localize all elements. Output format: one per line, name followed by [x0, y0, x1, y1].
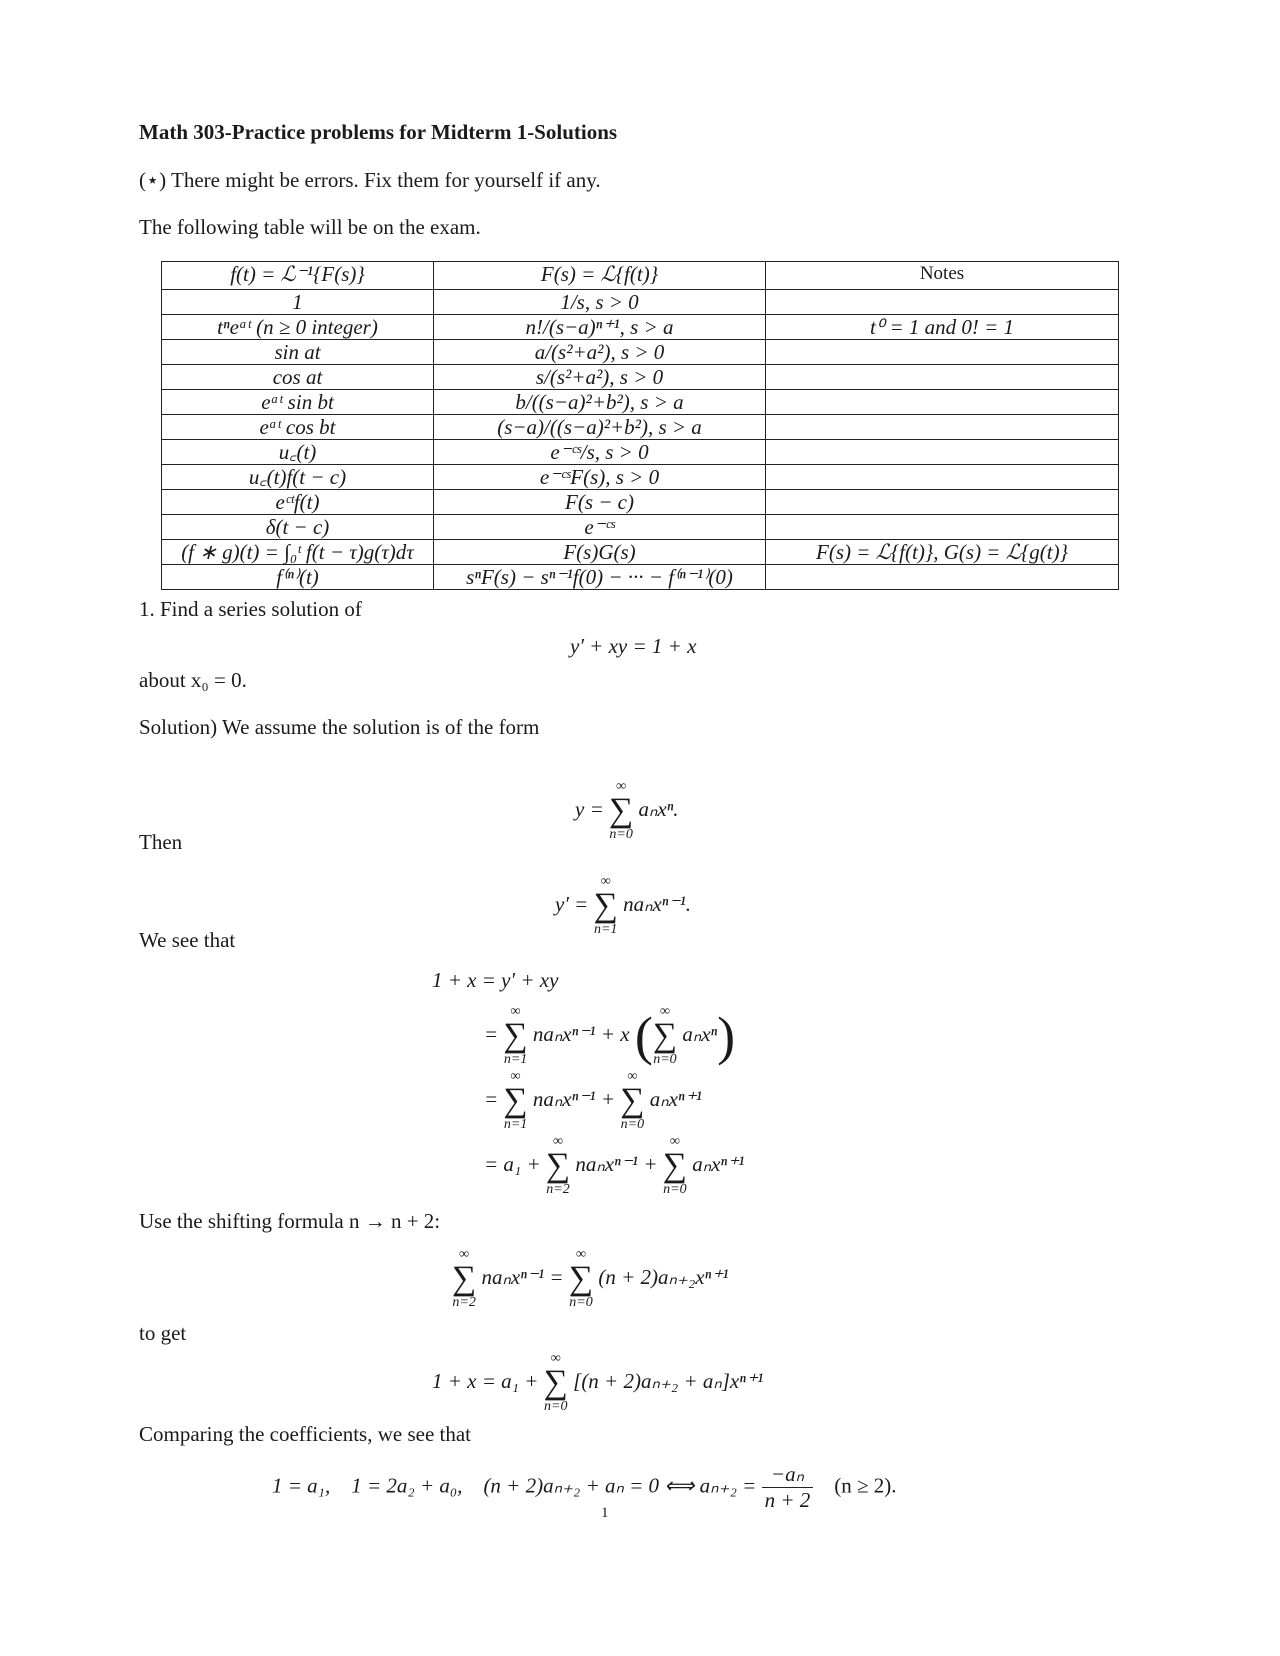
line3-term-b: aₙxⁿ⁺¹: [649, 1086, 702, 1111]
fraction-denominator: n + 2: [764, 1488, 811, 1512]
y-series: [575, 780, 679, 842]
errors-note: (⋆) There might be errors. Fix them for yourself if any.: [139, 168, 601, 192]
summation: [544, 1352, 568, 1414]
table-cell-note: t⁰ = 1 and 0! = 1: [766, 315, 1119, 340]
summation: [546, 1135, 570, 1197]
shift-equation: [452, 1248, 729, 1310]
page-title: Math 303-Practice problems for Midterm 1-Solutions: [139, 120, 618, 144]
sum-lower: n=1: [593, 922, 618, 937]
recurrence-fraction: [762, 1462, 814, 1513]
sum-lower: n=1: [503, 1052, 528, 1067]
table-header-f: f(t) = ℒ⁻¹{F(s)}: [162, 262, 434, 287]
sum-symbol: ∑: [593, 887, 618, 924]
table-cell-f: u꜀(t): [162, 440, 434, 465]
sum-symbol: ∑: [503, 1017, 528, 1054]
table-cell-F: n!/(s−a)ⁿ⁺¹, s > a: [434, 315, 766, 340]
sum-upper: ∞: [669, 1134, 680, 1149]
coef-recurrence: (n + 2)aₙ₊₂ + aₙ = 0 ⟺ aₙ₊₂ =: [483, 1473, 757, 1498]
sum-symbol: ∑: [620, 1082, 645, 1119]
sum-upper: ∞: [550, 1351, 561, 1366]
table-cell-note: [766, 340, 1119, 365]
table-cell-f: eᵃᵗ sin bt: [162, 390, 434, 415]
about-point: about x₀ = 0.: [139, 668, 247, 692]
sum-symbol: ∑: [652, 1017, 678, 1054]
sum-lower: n=0: [620, 1117, 645, 1132]
sum-lower: n=1: [503, 1117, 528, 1132]
table-cell-note: [766, 515, 1119, 540]
combined-lhs: 1 + x = a₁ +: [432, 1368, 539, 1393]
sum-upper: ∞: [627, 1069, 638, 1084]
sum-lower: n=2: [452, 1295, 476, 1310]
sum-upper: ∞: [510, 1069, 521, 1084]
table-intro: The following table will be on the exam.: [139, 215, 481, 239]
summation: [609, 780, 633, 842]
yp-lhs: y′ =: [555, 891, 589, 916]
sum-symbol: ∑: [545, 1147, 571, 1184]
table-row: [162, 390, 1119, 415]
sum-upper: ∞: [510, 1004, 521, 1019]
we-see-label: We see that: [139, 928, 236, 952]
sum-symbol: ∑: [503, 1082, 528, 1119]
table-row: [162, 315, 1119, 340]
table-row: [162, 415, 1119, 440]
sum-upper: ∞: [553, 1134, 564, 1149]
table-row: [162, 515, 1119, 540]
line2-inner: aₙxⁿ: [682, 1021, 718, 1046]
table-cell-F: s/(s²+a²), s > 0: [434, 365, 766, 390]
summation: [663, 1135, 687, 1197]
table-cell-f: 1: [162, 290, 434, 315]
table-cell-F: sⁿF(s) − sⁿ⁻¹f(0) − ··· − f⁽ⁿ⁻¹⁾(0): [434, 565, 766, 590]
table-cell-F: F(s − c): [434, 490, 766, 515]
table-cell-F: e⁻ᶜˢ: [434, 515, 766, 540]
table-row: [162, 540, 1119, 565]
summation: [653, 1005, 677, 1067]
sum-symbol: ∑: [452, 1260, 477, 1297]
table-header-F: F(s) = ℒ{f(t)}: [434, 262, 766, 287]
line4-term-c: aₙxⁿ⁺¹: [692, 1151, 745, 1176]
sum-lower: n=0: [609, 827, 633, 842]
recurrence-condition: (n ≥ 2).: [834, 1473, 897, 1498]
table-header-notes: Notes: [766, 262, 1119, 287]
combined-equation: [432, 1352, 763, 1414]
summation: [620, 1070, 644, 1132]
table-cell-f: u꜀(t)f(t − c): [162, 465, 434, 490]
line2-term: naₙxⁿ⁻¹ + x: [532, 1021, 630, 1046]
summation: [594, 875, 618, 937]
line4-term-a: = a₁ +: [484, 1151, 541, 1176]
table-row: [162, 365, 1119, 390]
sum-lower: n=0: [544, 1399, 568, 1414]
laplace-table: [161, 261, 1119, 590]
equals-sign: =: [484, 1086, 499, 1111]
derivation-line-2: [484, 1005, 735, 1067]
coefficient-relations: [272, 1462, 897, 1513]
table-cell-f: f⁽ⁿ⁾(t): [162, 565, 434, 590]
sum-upper: ∞: [575, 1247, 586, 1262]
equals-sign: =: [484, 1021, 499, 1046]
sum-upper: ∞: [600, 874, 611, 889]
sum-lower: n=0: [663, 1182, 687, 1197]
y-lhs: y =: [575, 796, 604, 821]
sum-symbol: ∑: [662, 1147, 688, 1184]
sum-lower: n=2: [546, 1182, 570, 1197]
sum-upper: ∞: [459, 1247, 470, 1262]
table-cell-note: [766, 565, 1119, 590]
summation: [452, 1248, 476, 1310]
coef-a2: 1 = 2a₂ + a₀,: [351, 1473, 463, 1498]
line3-term-a: naₙxⁿ⁻¹ +: [532, 1086, 616, 1111]
line4-term-b: naₙxⁿ⁻¹ +: [575, 1151, 658, 1176]
ode-equation: y′ + xy = 1 + x: [570, 634, 697, 658]
table-cell-f: cos at: [162, 365, 434, 390]
derivation-line-1: 1 + x = y′ + xy: [432, 968, 559, 992]
summation: [503, 1070, 527, 1132]
shift-label: Use the shifting formula n → n + 2:: [139, 1209, 441, 1233]
sum-upper: ∞: [616, 779, 627, 794]
left-paren: (: [634, 1006, 653, 1066]
table-row: [162, 340, 1119, 365]
y-term: aₙxⁿ.: [638, 796, 679, 821]
table-cell-note: [766, 290, 1119, 315]
table-cell-F: e⁻ᶜˢF(s), s > 0: [434, 465, 766, 490]
table-row: [162, 440, 1119, 465]
to-get-label: to get: [139, 1321, 187, 1345]
page-number: 1: [601, 1505, 609, 1521]
summation: [503, 1005, 527, 1067]
table-header-row: [162, 262, 1119, 287]
shift-lhs: naₙxⁿ⁻¹ =: [481, 1264, 564, 1289]
table-cell-note: [766, 490, 1119, 515]
table-cell-f: sin at: [162, 340, 434, 365]
table-cell-f: δ(t − c): [162, 515, 434, 540]
table-cell-note: [766, 465, 1119, 490]
table-cell-F: (s−a)/((s−a)²+b²), s > a: [434, 415, 766, 440]
table-row: [162, 465, 1119, 490]
sum-upper: ∞: [659, 1004, 670, 1019]
table-cell-F: a/(s²+a²), s > 0: [434, 340, 766, 365]
fraction-numerator: −aₙ: [762, 1462, 814, 1488]
shift-rhs: (n + 2)aₙ₊₂xⁿ⁺¹: [598, 1264, 729, 1289]
sum-symbol: ∑: [568, 1260, 594, 1297]
problem-prompt: 1. Find a series solution of: [139, 597, 362, 621]
sum-symbol: ∑: [543, 1364, 568, 1401]
table-cell-note: [766, 365, 1119, 390]
derivation-line-3: [484, 1070, 702, 1132]
table-cell-F: b/((s−a)²+b²), s > a: [434, 390, 766, 415]
coef-a1: 1 = a₁,: [272, 1473, 331, 1498]
table-cell-note: [766, 390, 1119, 415]
sum-lower: n=0: [653, 1052, 677, 1067]
combined-rhs: [(n + 2)aₙ₊₂ + aₙ]xⁿ⁺¹: [573, 1368, 764, 1393]
table-row: [162, 290, 1119, 315]
table-cell-F: 1/s, s > 0: [434, 290, 766, 315]
table-cell-f: eᵃᵗ cos bt: [162, 415, 434, 440]
table-cell-note: F(s) = ℒ{f(t)}, G(s) = ℒ{g(t)}: [766, 540, 1119, 565]
table-cell-f: tⁿeᵃᵗ (n ≥ 0 integer): [162, 315, 434, 340]
table-cell-F: F(s)G(s): [434, 540, 766, 565]
sum-symbol: ∑: [609, 792, 634, 829]
yp-term: naₙxⁿ⁻¹.: [623, 891, 692, 916]
solution-intro: Solution) We assume the solution is of the form: [139, 715, 540, 739]
table-row: [162, 565, 1119, 590]
table-cell-note: [766, 440, 1119, 465]
table-cell-F: e⁻ᶜˢ/s, s > 0: [434, 440, 766, 465]
table-cell-note: [766, 415, 1119, 440]
yprime-series: [555, 875, 691, 937]
summation: [569, 1248, 593, 1310]
comparing-label: Comparing the coefficients, we see that: [139, 1422, 472, 1446]
right-paren: ): [717, 1006, 736, 1066]
then-label: Then: [139, 830, 183, 854]
table-cell-f: (f ∗ g)(t) = ∫₀ᵗ f(t − τ)g(τ)dτ: [162, 540, 434, 565]
derivation-line-4: [484, 1135, 744, 1197]
table-cell-f: eᶜᵗf(t): [162, 490, 434, 515]
sum-lower: n=0: [569, 1295, 593, 1310]
table-row: [162, 490, 1119, 515]
